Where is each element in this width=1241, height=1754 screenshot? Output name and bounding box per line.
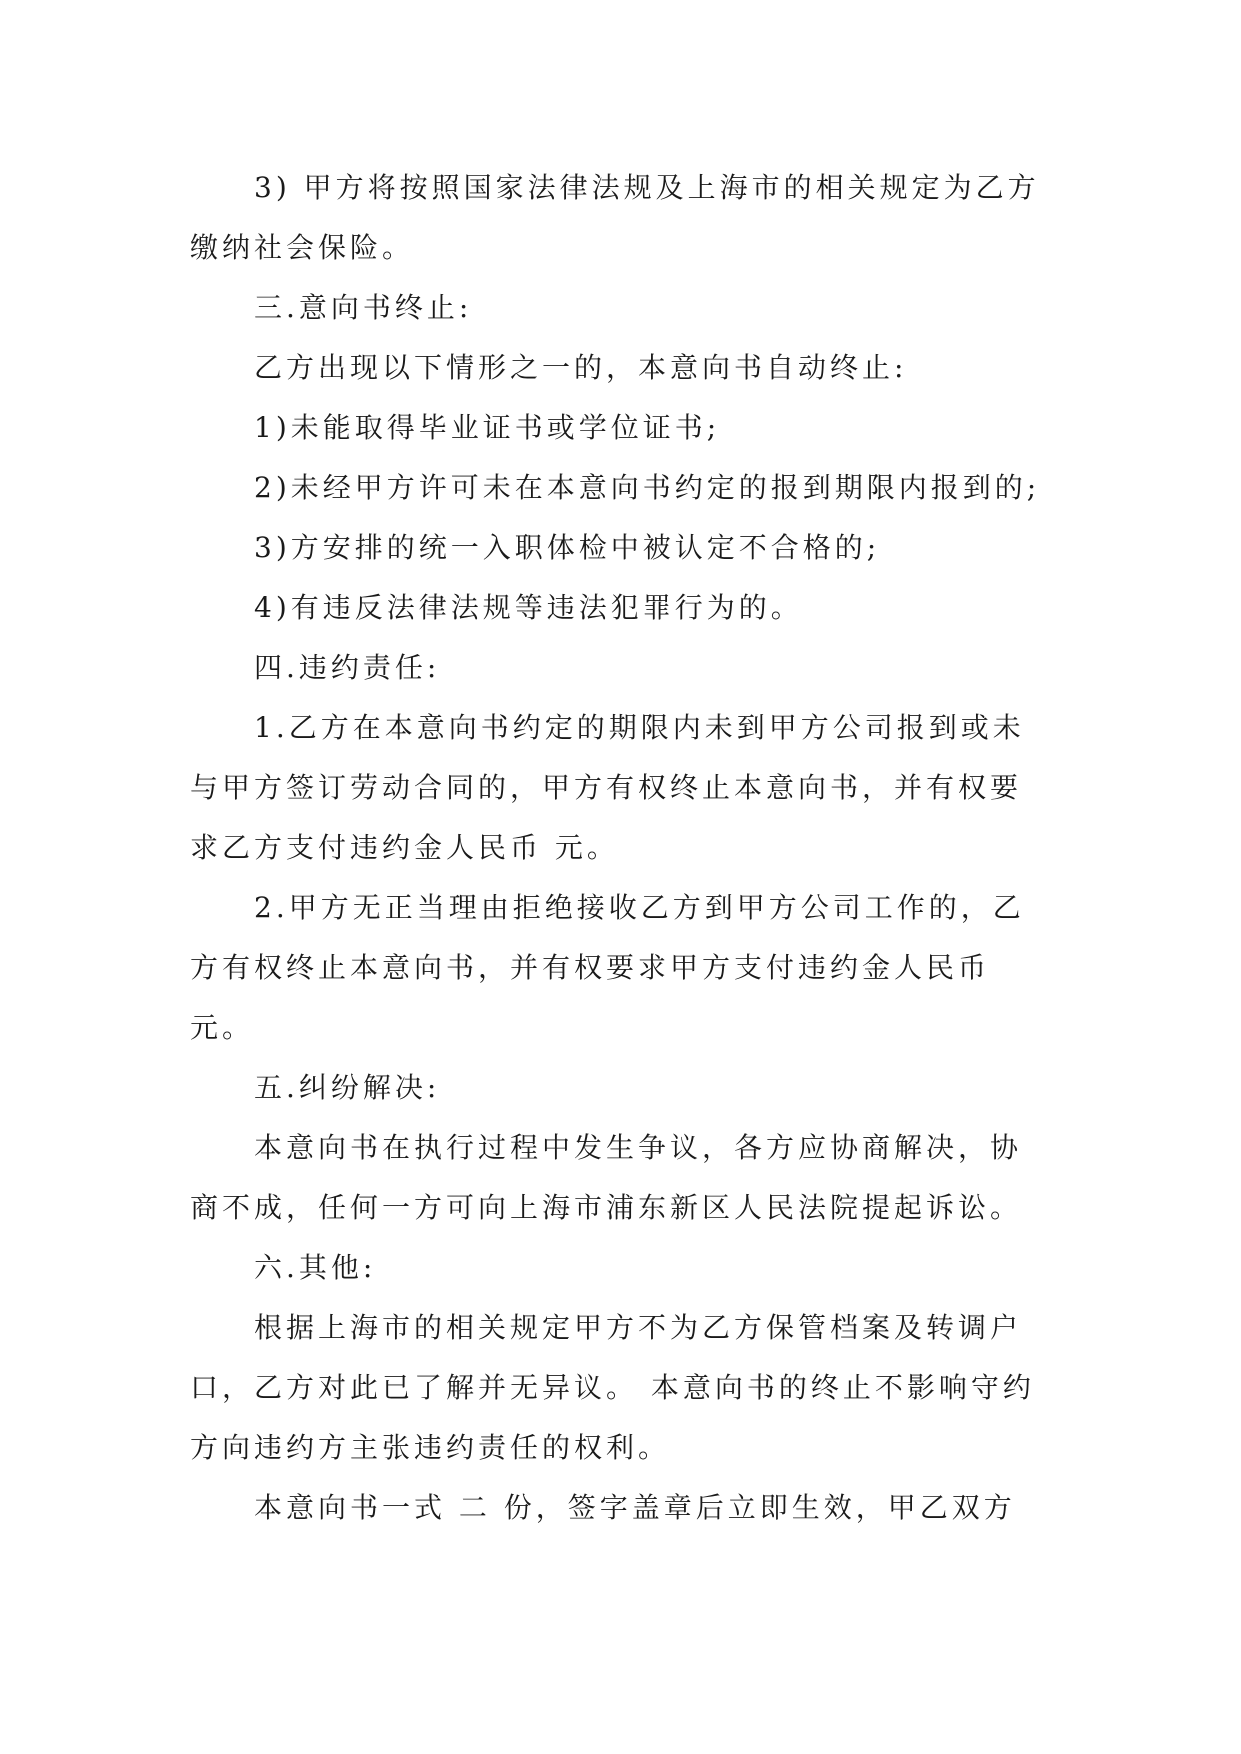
list-item-termination-2: 2)未经甲方许可未在本意向书约定的报到期限内报到的;: [254, 471, 1041, 504]
heading-other: 六.其他:: [254, 1251, 377, 1284]
paragraph-liability-1: 1.乙方在本意向书约定的期限内未到甲方公司报到或未与甲方签订劳动合同的，甲方有权终止本意向书，并有权要求乙方支付违约金人民币 元。: [190, 711, 1025, 864]
paragraph-copies: 本意向书一式 二 份，签字盖章后立即生效，甲乙双方: [254, 1491, 1016, 1524]
paragraph-other: 根据上海市的相关规定甲方不为乙方保管档案及转调户口，乙方对此已了解并无异议。 本意向书的终止不影响守约方向违约方主张违约责任的权利。: [190, 1311, 1035, 1464]
heading-liability: 四.违约责任:: [254, 651, 441, 684]
list-item-termination-4: 4)有违反法律法规等违法犯罪行为的。: [254, 591, 803, 624]
list-item-termination-3: 3)方安排的统一入职体检中被认定不合格的;: [254, 531, 881, 564]
paragraph-dispute: 本意向书在执行过程中发生争议，各方应协商解决，协商不成，任何一方可向上海市浦东新区人民法院提起诉讼。: [190, 1131, 1023, 1224]
heading-dispute: 五.纠纷解决:: [254, 1071, 441, 1104]
heading-termination: 三.意向书终止:: [254, 291, 473, 324]
paragraph-liability-2: 2.甲方无正当理由拒绝接收乙方到甲方公司工作的，乙方有权终止本意向书，并有权要求甲方支付违约金人民币 元。: [190, 891, 1025, 1044]
list-item-termination-1: 1)未能取得毕业证书或学位证书;: [254, 411, 721, 444]
document-body: [190, 158, 1050, 1538]
paragraph-termination-intro: 乙方出现以下情形之一的，本意向书自动终止:: [254, 351, 908, 384]
paragraph-social-insurance: 3) 甲方将按照国家法律法规及上海市的相关规定为乙方缴纳社会保险。: [190, 171, 1040, 264]
